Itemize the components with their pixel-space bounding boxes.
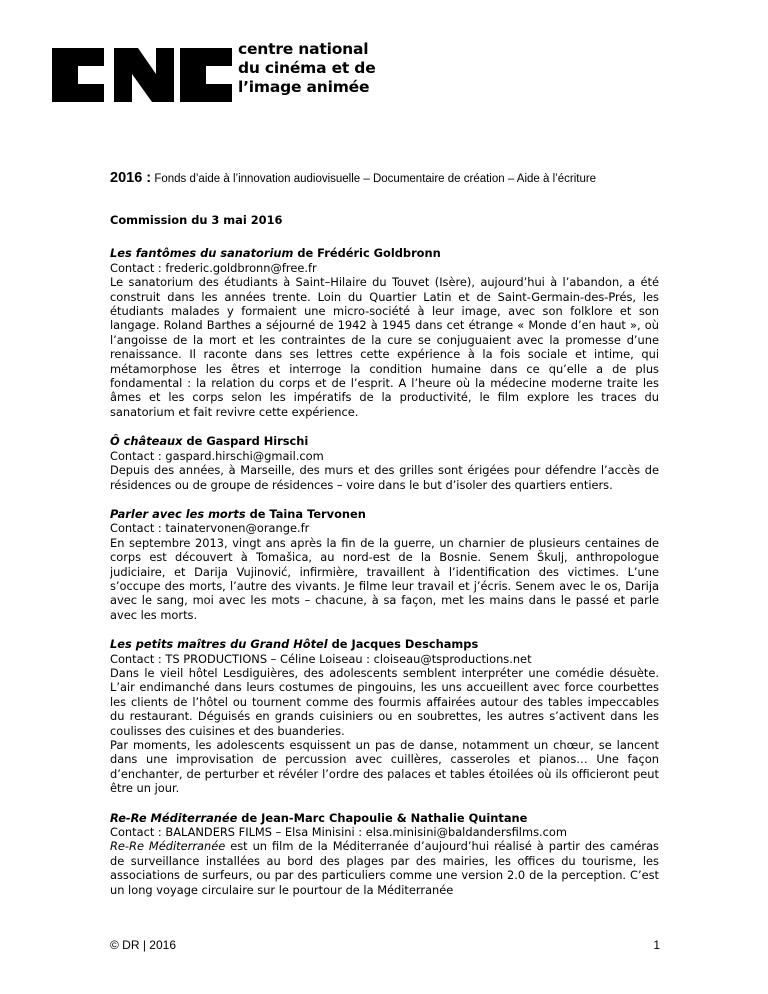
project-name: Les petits maîtres du Grand Hôtel [110,637,328,652]
heading-text: Fonds d’aide à l’innovation audiovisuelle – Documentaire de création – Aide à l’écriture [154,173,597,185]
project-description: Depuis des années, à Marseille, des murs et des grilles sont érigées pour défendre l’accès de résidences ou de groupe de résidences – voire dans le but d’isoler des quartiers entiers. [110,463,659,492]
project-contact: Contact : tainatervonen@orange.fr [110,521,310,536]
cnc-logo-mark [52,44,232,104]
project-description-continued: Par moments, les adolescents esquissent un pas de danse, notamment un chœur, se lancent dans une improvisation de percussion avec cuillères, casseroles et pianos… Une façon d’enchanter, de perturber et révéler l’ordre des palaces et tables étoilées où ils officieront peut être un jour. [110,738,659,796]
project-author: de Gaspard Hirschi [182,434,309,449]
project-entry [110,507,659,622]
heading-year: 2016 : [110,170,152,186]
project-description: Le sanatorium des étudiants à Saint–Hilaire du Touvet (Isère), aujourd’hui à l’abandon, a été construit dans les années trente. Loin du Quartier Latin et de Saint-Germain-des-Prés, les étudiants malades y formaient une micro-société à leur image, avec son folklore et son langage. Roland Barthes a séjourné de 1942 à 1945 dans cet étrange « Monde d’en haut », où l’angoisse de la mort et les contraintes de la cure se conjuguaient avec la promesse d’une renaissance. Il raconte dans ses lettres cette expérience à la fois sociale et intime, qui métamorphose les êtres et interroge la condition humaine dans ce qu’elle a de plus fondamental : la relation du corps et de l’esprit. A l’heure où la médecine moderne traite les âmes et les corps selon les impératifs de la productivité, le film explore les traces du sanatorium et fait revivre cette expérience. [110,275,659,419]
project-author: de Jacques Deschamps [327,637,479,652]
page-number: 1 [653,938,660,952]
project-entry [110,637,659,795]
project-title [110,811,659,825]
footer-copyright: © DR | 2016 [110,938,176,952]
project-description [110,839,659,897]
logo-line-1: centre national [238,40,369,58]
project-entry [110,434,659,492]
document-body [110,213,659,912]
project-description: En septembre 2013, vingt ans après la fin de la guerre, un charnier de plusieurs centaines de corps est découvert à Tomašica, au nord-est de la Bosnie. Senem Škulj, anthropologue judiciaire, et Darija Vujinović, infirmière, travaillent à l’identification des victimes. L’une s’occupe des morts, l’autre des vivants. Je filme leur travail et j’écris. Senem avec le os, Darija avec le sang, moi avec les mots – chacune, à sa façon, met les mains dans le passé et parle avec les morts. [110,535,659,622]
project-title [110,434,659,448]
project-title [110,507,659,521]
project-contact: Contact : gaspard.hirschi@gmail.com [110,448,324,463]
project-contact: Contact : BALANDERS FILMS – Elsa Minisini : elsa.minisini@baldandersfilms.com [110,825,567,840]
project-author: de Taina Tervonen [245,506,366,521]
project-contact: Contact : frederic.goldbronn@free.fr [110,260,317,275]
project-description: Dans le vieil hôtel Lesdiguières, des adolescents semblent interpréter une comédie désuète. L’air endimanché dans leurs costumes de pingouins, les uns accueillent avec force courbettes les clients de l’hôtel ou tournent comme des fourmis affairées autour des tables impeccables du restaurant. Déguisés en grands cuisiniers ou en soubrettes, les autres s’activent dans les coulisses des cuisines et des buanderies. [110,665,659,738]
logo-line-3: l’image animée [238,78,370,96]
project-name: Parler avec les morts [110,506,246,521]
project-description-title: Re-Re Méditerranée [110,839,226,854]
project-entry [110,811,659,897]
project-title [110,637,659,651]
project-entry [110,246,659,419]
page-heading [110,170,596,186]
commission-title: Commission du 3 mai 2016 [110,213,283,227]
project-description-text: est un film de la Méditerranée d’aujourd’hui réalisé à partir des caméras de surveillance installées au bord des plages par des mairies, les offices du tourisme, les associations de surfeurs, ou par des particuliers comme une version 2.0 de la perception. C’est un long voyage circulaire sur le pourtour de la Méditerranée [110,839,659,897]
project-title [110,246,659,260]
project-author: de Frédéric Goldbronn [293,246,441,261]
project-author: de Jean-Marc Chapoulie & Nathalie Quintane [237,810,528,825]
cnc-logo-text [238,40,376,97]
project-name: Re-Re Méditerranée [110,810,238,825]
project-name: Les fantômes du sanatorium [110,246,294,261]
project-name: Ô châteaux [110,434,183,449]
logo-line-2: du cinéma et de [238,59,376,77]
project-contact: Contact : TS PRODUCTIONS – Céline Loiseau : cloiseau@tsproductions.net [110,651,532,666]
